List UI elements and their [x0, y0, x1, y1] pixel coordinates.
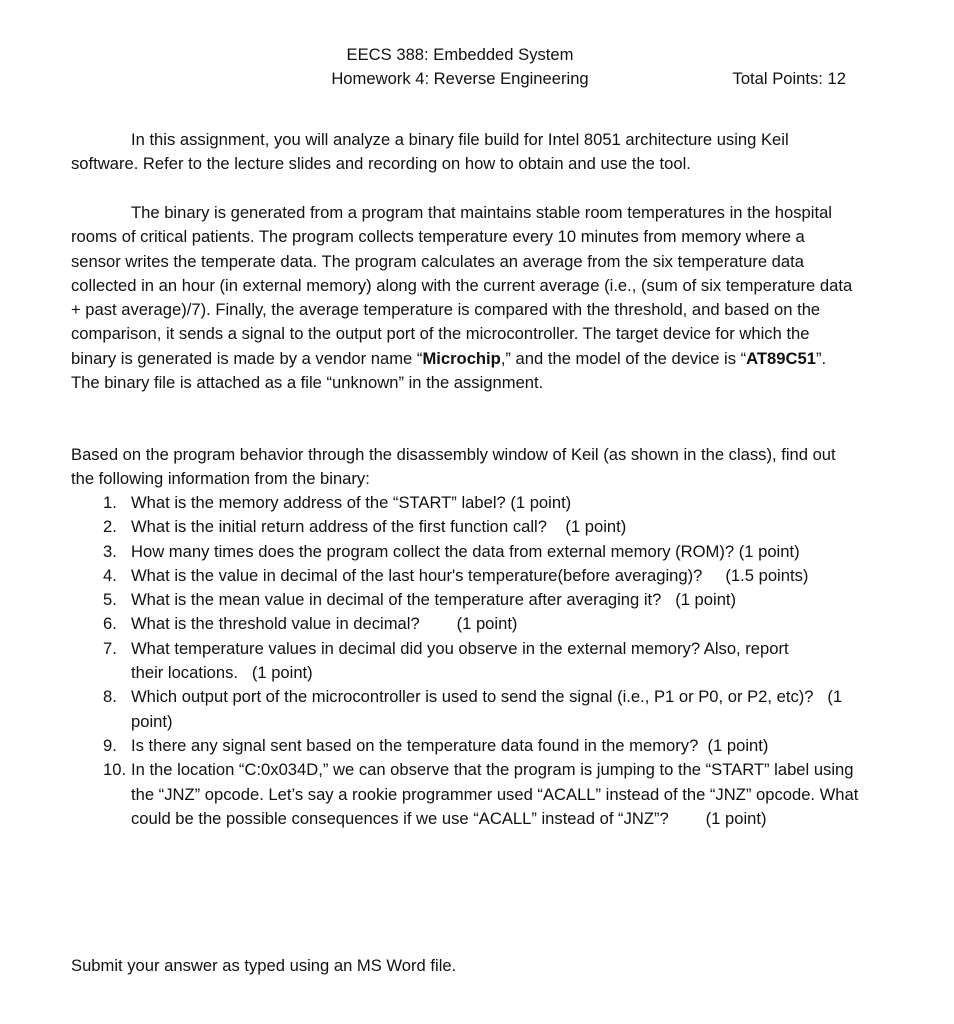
question-list [71, 491, 864, 831]
question-item [71, 612, 861, 636]
question-text: How many times does the program collect the data from external memory (ROM)? (1 point) [131, 541, 800, 561]
question-number: 5. [103, 590, 117, 610]
question-text: Which output port of the microcontroller is used to send the signal (i.e., P1 or P0, or P2, etc)? (1 point) [131, 687, 847, 731]
question-number: 9. [103, 735, 117, 755]
description-text: ”. The binary file is attached as a file “unknown” in the assignment. [71, 348, 827, 393]
questions-intro: Based on the program behavior through the disassembly window of Keil (as shown in the class), find out the following information from the binary: [71, 445, 836, 489]
total-points: Total Points: 12 [732, 69, 846, 88]
submission-instructions: Submit your answer as typed using an MS Word file. [71, 956, 457, 975]
question-text: Is there any signal sent based on the temperature data found in the memory? (1 point) [131, 735, 769, 755]
device-model: AT89C51 [746, 348, 816, 368]
question-number: 1. [103, 493, 117, 512]
question-item [71, 540, 861, 564]
question-item [71, 588, 861, 612]
question-text: In the location “C:0x034D,” we can observe that the program is jumping to the “START” label using the “JNZ” opcode. Let’s say a rookie programmer used “ACALL” instead of the “JNZ” opcode. What could be the possible consequences if we use “ACALL” instead of “JNZ”? (1 point) [131, 760, 864, 828]
question-number: 2. [103, 517, 117, 537]
description-text: ,” and the model of the device is “ [500, 348, 747, 368]
question-number: 7. [103, 638, 117, 658]
question-item [71, 734, 861, 758]
question-item [71, 491, 861, 515]
course-title: EECS 388: Embedded System [346, 45, 574, 64]
question-text: What is the threshold value in decimal? (1 point) [131, 614, 518, 634]
description-text: The binary is generated from a program that maintains stable room temperatures in the hospital rooms of critical patients. The program collects temperature every 10 minutes from memory where a sensor writes the temperate data. The program calculates an average from the six temperature data collected in an hour (in external memory) along with the current average (i.e., (sum of six temperature data + past average)/7). Finally, the average temperature is compared with the threshold, and based on the comparison, it sends a signal to the output port of the microcontroller. The target device for which the binary is generated is made by a vendor name “ [71, 203, 853, 368]
question-text: What temperature values in decimal did you observe in the external memory? Also, report their locations. (1 point) [131, 638, 794, 683]
intro-paragraph: In this assignment, you will analyze a binary file build for Intel 8051 architecture using Keil software. Refer to the lecture slides and recording on how to obtain and use the tool. [71, 130, 789, 174]
question-number: 3. [103, 541, 117, 561]
question-number: 6. [103, 614, 117, 634]
question-text: What is the initial return address of the first function call? (1 point) [131, 517, 627, 537]
question-item [71, 637, 861, 686]
vendor-name: Microchip [422, 348, 501, 368]
question-item [71, 515, 861, 539]
question-text: What is the value in decimal of the last hour's temperature(before averaging)? (1.5 points) [131, 565, 809, 585]
question-text: What is the memory address of the “START” label? (1 point) [131, 493, 572, 512]
question-number: 10. [103, 760, 127, 780]
question-item [71, 564, 861, 588]
question-number: 8. [103, 687, 117, 707]
question-item [71, 685, 861, 734]
question-item [71, 758, 864, 831]
description-paragraph [71, 201, 855, 395]
homework-title-text: Homework 4: Reverse Engineering [331, 69, 589, 88]
question-text: What is the mean value in decimal of the temperature after averaging it? (1 point) [131, 590, 737, 610]
question-number: 4. [103, 565, 117, 585]
